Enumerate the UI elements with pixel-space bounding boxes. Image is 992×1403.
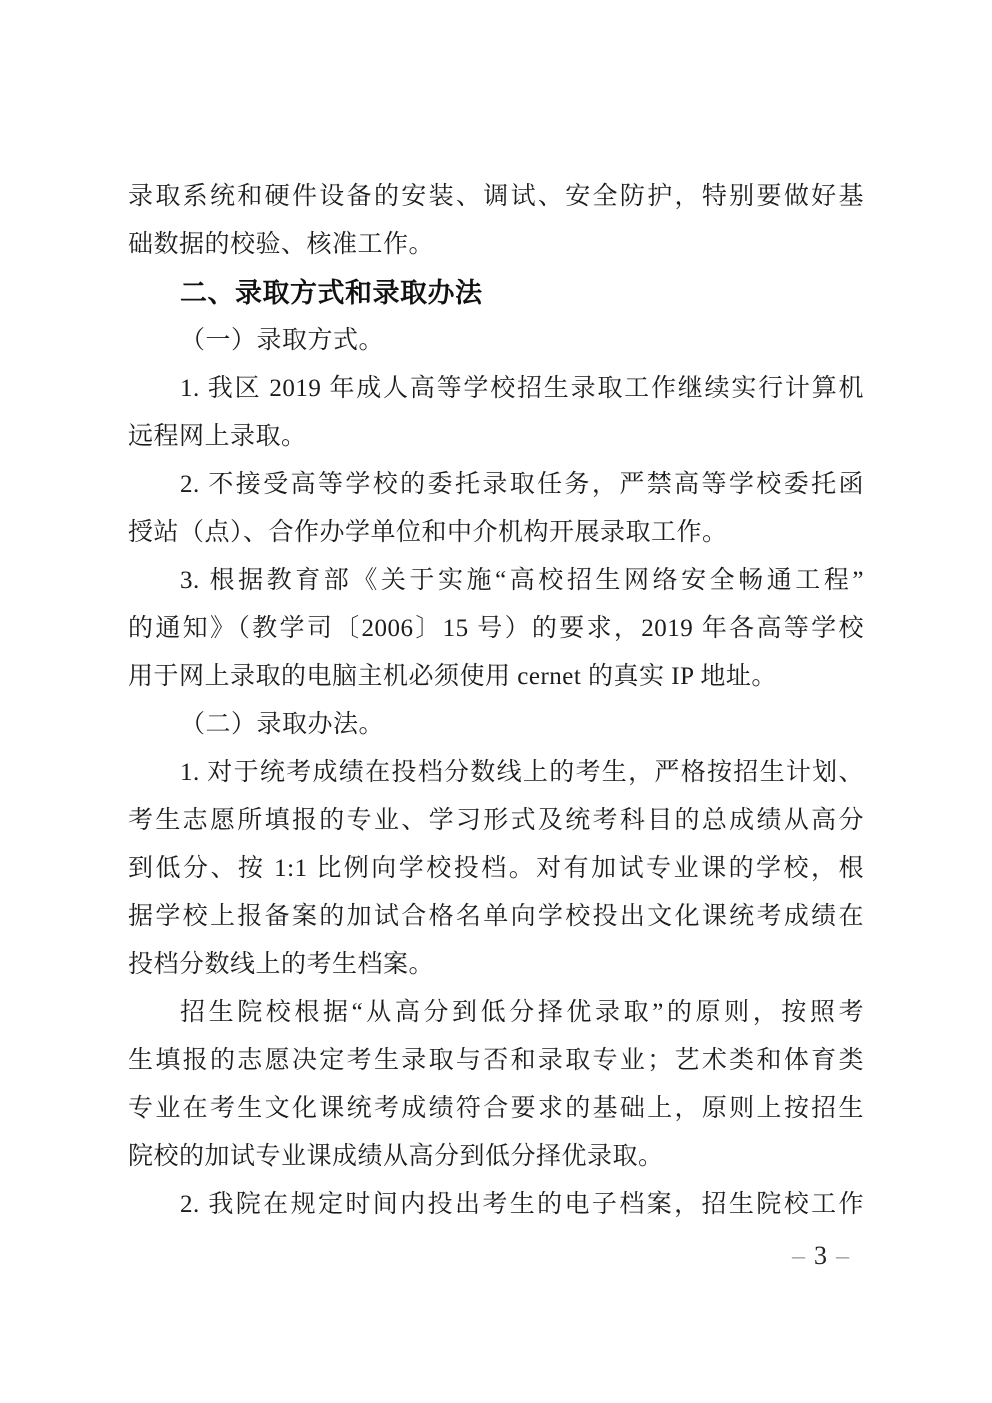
text-line: 院校的加试专业课成绩从高分到低分择优录取。 [128, 1143, 664, 1170]
document-body [128, 173, 864, 1229]
text-line: 1. 对于统考成绩在投档分数线上的考生，严格按招生计划、 [180, 759, 864, 786]
text-line: 专业在考生文化课统考成绩符合要求的基础上，原则上按招生 [128, 1095, 864, 1122]
text-line: 授站（点）、合作办学单位和中介机构开展录取工作。 [128, 519, 728, 546]
text-line: 础数据的校验、核准工作。 [128, 231, 435, 258]
page-number-dash-right: – [836, 1241, 849, 1270]
text-line: 录取系统和硬件设备的安装、调试、安全防护，特别要做好基 [128, 183, 864, 210]
text-line: 考生志愿所填报的专业、学习形式及统考科目的总成绩从高分 [128, 807, 864, 834]
text-line: 2. 我院在规定时间内投出考生的电子档案，招生院校工作 [180, 1191, 864, 1218]
section-heading: 二、录取方式和录取办法 [180, 278, 483, 308]
text-line: 据学校上报备案的加试合格名单向学校投出文化课统考成绩在 [128, 903, 864, 930]
text-line: 远程网上录取。 [128, 423, 307, 450]
page-number [783, 1240, 858, 1272]
text-line: 投档分数线上的考生档案。 [128, 951, 435, 978]
page-number-dash-left: – [792, 1241, 805, 1270]
text-line: 3. 根据教育部《关于实施“高校招生网络安全畅通工程” [180, 567, 864, 594]
text-line: （二）录取办法。 [180, 711, 385, 738]
text-line: 用于网上录取的电脑主机必须使用 cernet 的真实 IP 地址。 [128, 663, 777, 690]
text-line: 生填报的志愿决定考生录取与否和录取专业；艺术类和体育类 [128, 1047, 864, 1074]
text-line: 到低分、按 1:1 比例向学校投档。对有加试专业课的学校，根 [128, 855, 864, 882]
text-line: （一）录取方式。 [180, 327, 385, 354]
page-number-value: 3 [814, 1241, 827, 1270]
text-line: 的通知》（教学司〔2006〕15 号）的要求，2019 年各高等学校 [128, 615, 864, 642]
text-line: 招生院校根据“从高分到低分择优录取”的原则，按照考 [180, 999, 864, 1026]
text-line: 2. 不接受高等学校的委托录取任务，严禁高等学校委托函 [180, 471, 864, 498]
text-line: 1. 我区 2019 年成人高等学校招生录取工作继续实行计算机 [180, 375, 864, 402]
